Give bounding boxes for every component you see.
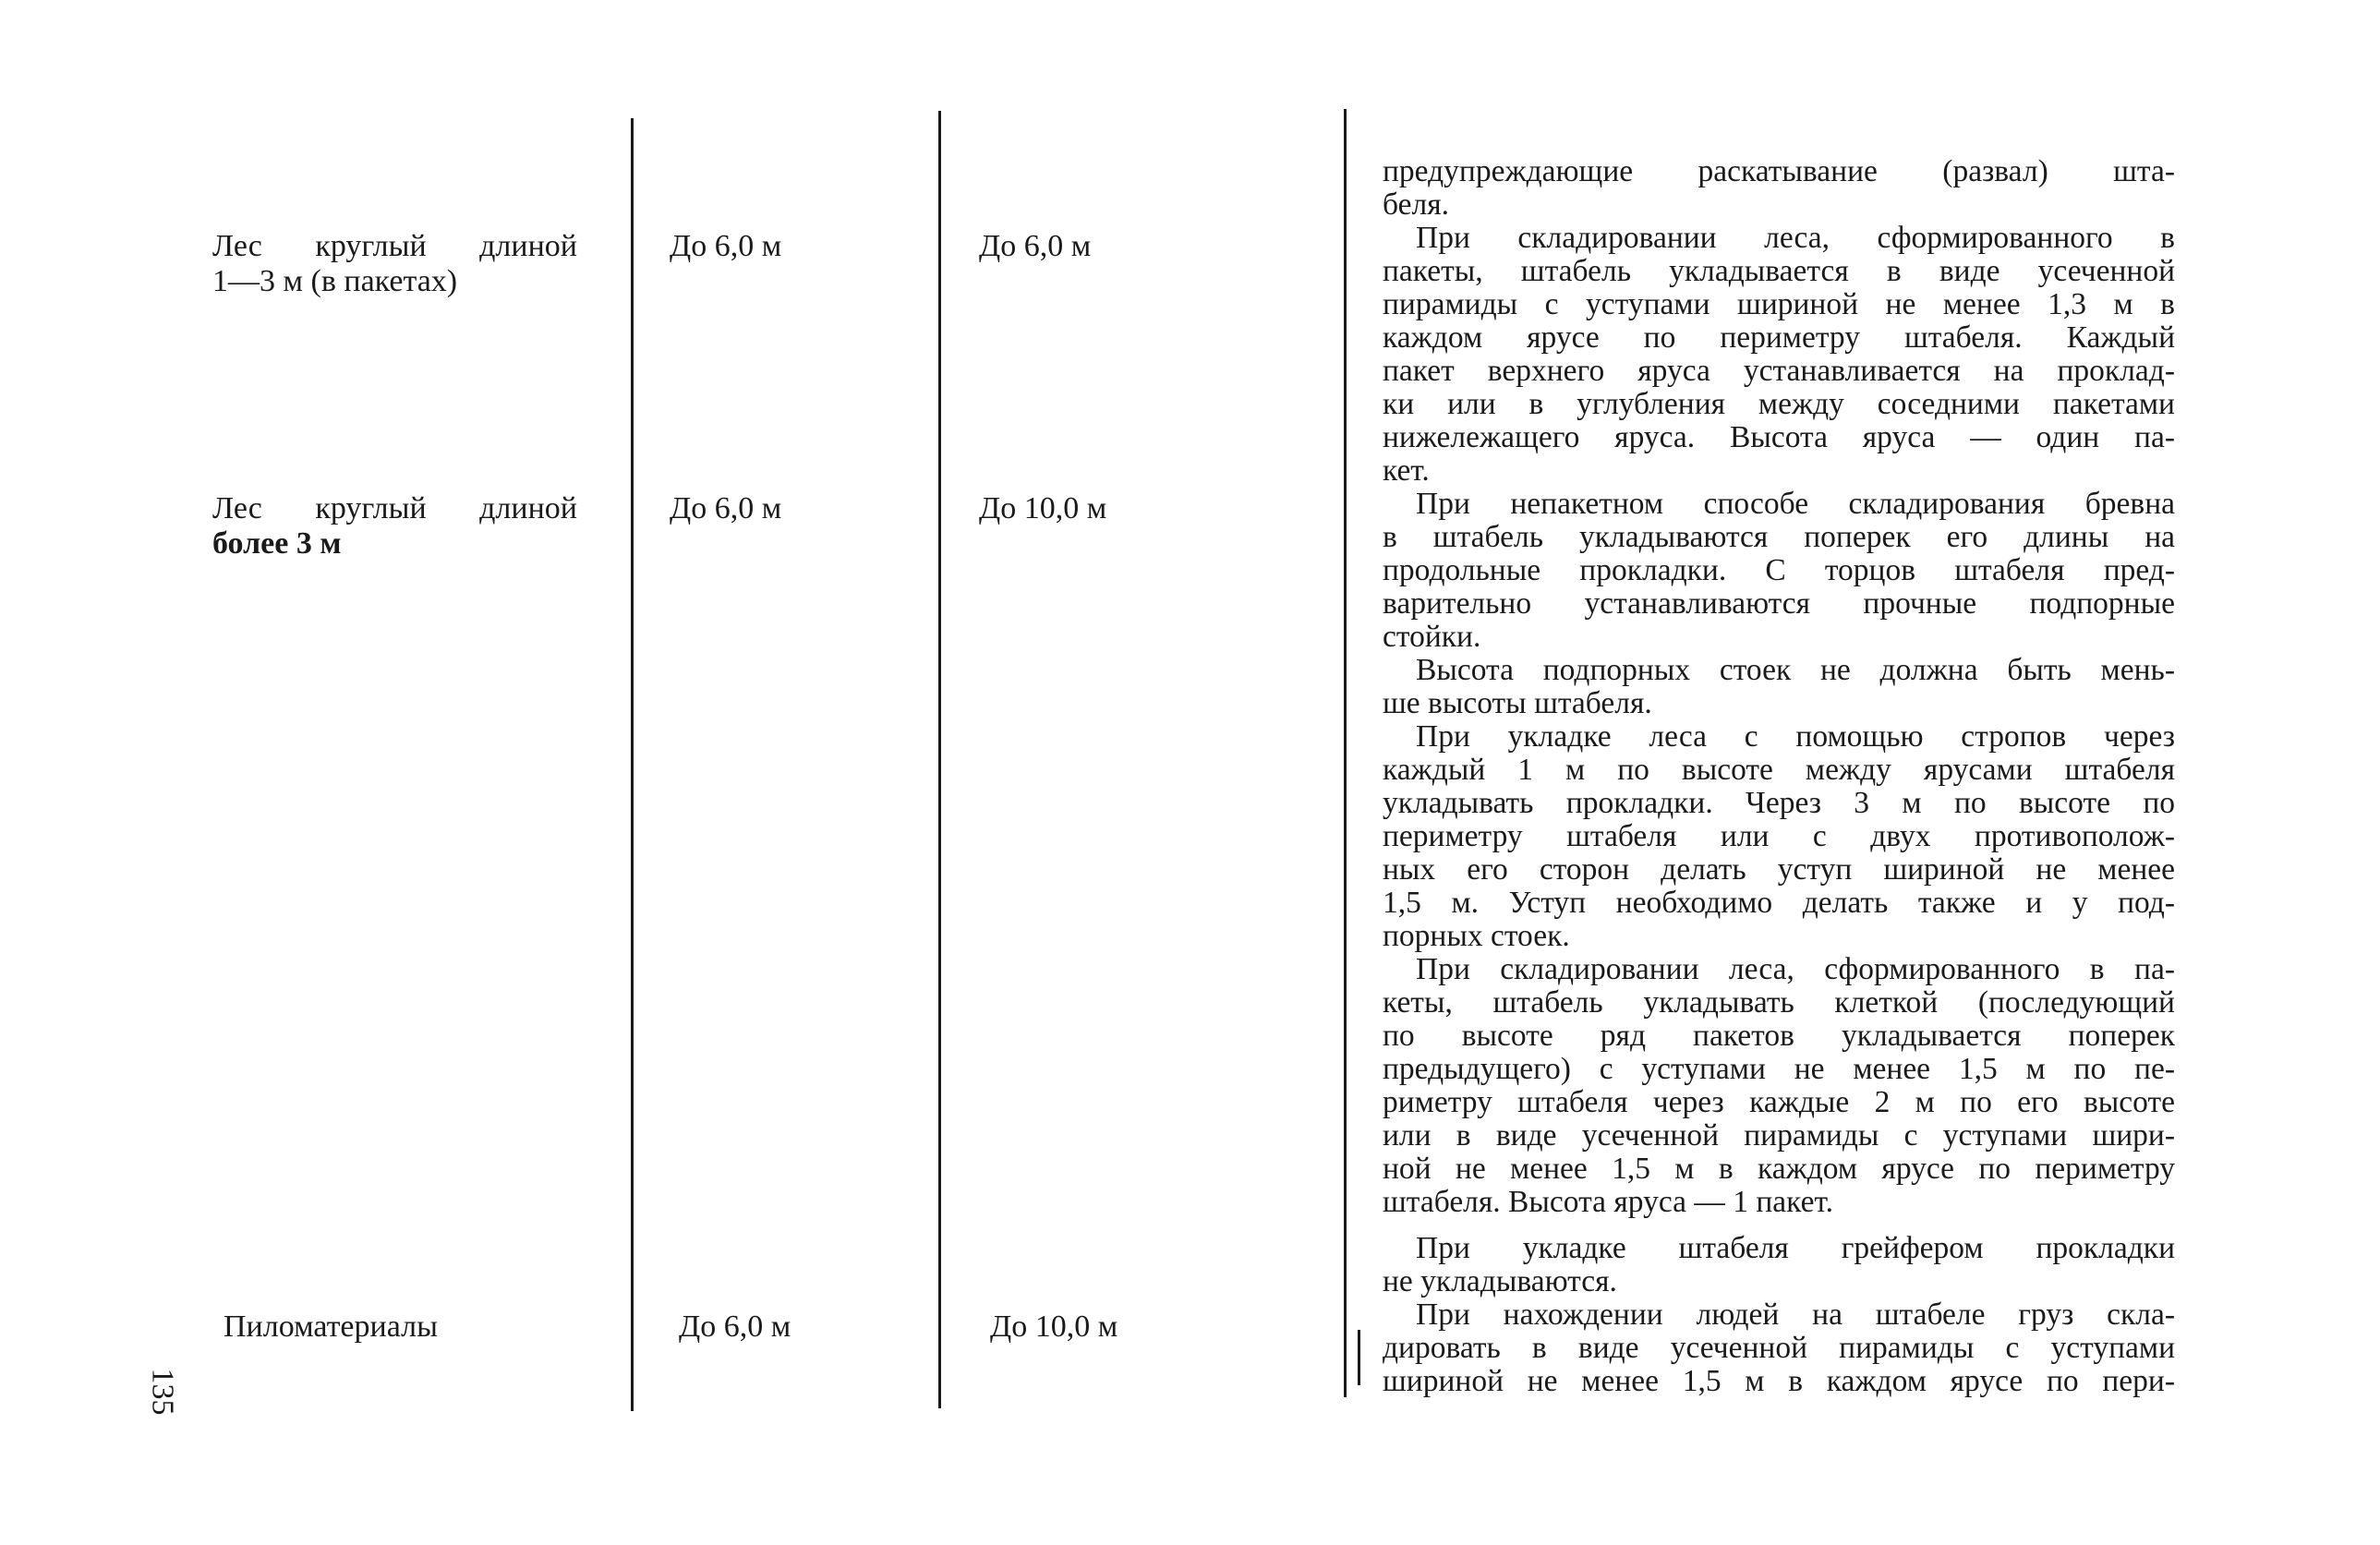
text-line: риметру штабеля через каждые 2 м по его высоте (1383, 1085, 2175, 1119)
text-line: кет. (1383, 453, 1430, 488)
text-line: предупреждающие раскатывание (развал) шта- (1383, 154, 2175, 188)
text-line: беля. (1383, 187, 1449, 222)
text-line: периметру штабеля или с двух противополож- (1383, 819, 2175, 853)
paragraph-8 (1383, 1298, 2175, 1398)
text-line: по высоте ряд пакетов укладывается поперек (1383, 1019, 2175, 1053)
text-line: порных стоек. (1383, 919, 1570, 953)
text-line: При складировании леса, сформированного в па- (1416, 952, 2175, 986)
text-line: укладывать прокладки. Через 3 м по высоте по (1383, 786, 2175, 820)
row1-material-line2: 1—3 м (в пакетах) (212, 264, 458, 298)
text-line: дировать в виде усеченной пирамиды с уступами (1383, 1331, 2175, 1365)
table-rule-1 (631, 118, 634, 1411)
text-line: нижележащего яруса. Высота яруса — один па- (1383, 420, 2175, 454)
text-line: пирамиды с уступами шириной не менее 1,3 м в (1383, 287, 2175, 321)
row1-col3: До 6,0 м (979, 229, 1092, 263)
paragraph-6 (1383, 953, 2175, 1219)
paragraph-2 (1383, 222, 2175, 488)
text-line: При укладке штабеля грейфером прокладки (1416, 1231, 2175, 1265)
row3-col3: До 10,0 м (990, 1310, 1118, 1344)
text-line: каждый 1 м по высоте между ярусами штабеля (1383, 753, 2175, 787)
row2-col3: До 10,0 м (979, 491, 1107, 525)
text-line: варительно устанавливаются прочные подпорные (1383, 586, 2175, 621)
text-line: штабеля. Высота яруса — 1 пакет. (1383, 1185, 1833, 1219)
row3-material (224, 1310, 588, 1345)
row1-material (212, 229, 577, 299)
paragraph-7 (1383, 1232, 2175, 1298)
row2-material-line1: Лес круглый длиной (212, 491, 577, 525)
text-line: кеты, штабель укладывать клеткой (последующий (1383, 985, 2175, 1020)
text-line: При нахождении людей на штабеле груз скла- (1416, 1298, 2175, 1332)
text-line: предыдущего) с уступами не менее 1,5 м по пе- (1383, 1052, 2175, 1086)
text-column-rule (1358, 1330, 1360, 1385)
text-line: шириной не менее 1,5 м в каждом ярусе по пери- (1383, 1364, 2175, 1398)
paragraph-3 (1383, 488, 2175, 654)
text-line: ки или в углубления между соседними пакетами (1383, 387, 2175, 421)
text-line: не укладываются. (1383, 1264, 1617, 1298)
paragraph-4 (1383, 654, 2175, 720)
text-line: или в виде усеченной пирамиды с уступами шири- (1383, 1118, 2175, 1153)
row3-material-line1: Пиломатериалы (224, 1310, 438, 1344)
text-line: ше высоты штабеля. (1383, 686, 1652, 720)
row2-col2: До 6,0 м (670, 491, 782, 525)
text-line: При укладке леса с помощью стропов через (1416, 719, 2175, 754)
text-line: 1,5 м. Уступ необходимо делать также и у под- (1383, 886, 2175, 920)
row3-col2: До 6,0 м (679, 1310, 791, 1344)
text-line: в штабель укладываются поперек его длины на (1383, 520, 2175, 554)
page-number: 135 (145, 1368, 180, 1416)
text-line: пакеты, штабель укладывается в виде усеченной (1383, 254, 2175, 288)
row2-material (212, 491, 577, 561)
row1-material-line1: Лес круглый длиной (212, 229, 577, 263)
table-rule-3 (1344, 109, 1347, 1397)
paragraph-gap (1383, 1219, 2175, 1232)
row2-material-line2: более 3 м (212, 526, 342, 561)
paragraph-1 (1383, 155, 2175, 222)
text-line: каждом ярусе по периметру штабеля. Каждый (1383, 320, 2175, 355)
text-line: ной не менее 1,5 м в каждом ярусе по периметру (1383, 1152, 2175, 1186)
text-line: продольные прокладки. С торцов штабеля пред- (1383, 553, 2175, 587)
text-column (1383, 155, 2175, 1398)
text-line: При складировании леса, сформированного в (1416, 221, 2175, 255)
paragraph-5 (1383, 720, 2175, 953)
table-rule-2 (938, 111, 941, 1408)
text-line: ных его сторон делать уступ шириной не менее (1383, 852, 2175, 887)
row1-col2: До 6,0 м (670, 229, 782, 263)
text-line: пакет верхнего яруса устанавливается на проклад- (1383, 354, 2175, 388)
text-line: Высота подпорных стоек не должна быть мень- (1416, 653, 2175, 687)
text-line: При непакетном способе складирования бревна (1416, 487, 2175, 521)
text-line: стойки. (1383, 620, 1481, 654)
